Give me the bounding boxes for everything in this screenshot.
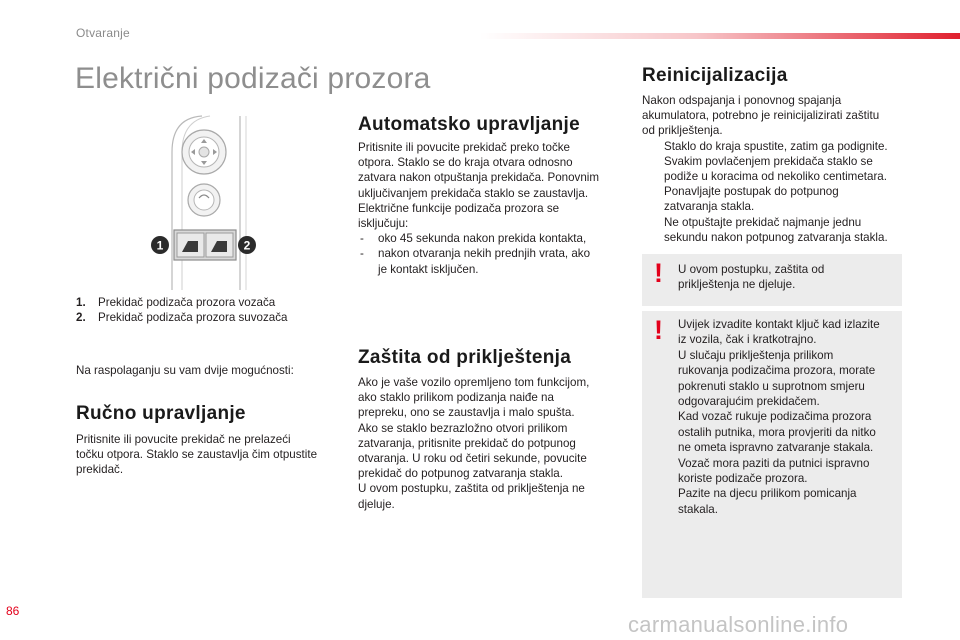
reinit-heading: Reinicijalizacija bbox=[642, 65, 788, 86]
reinit-steps bbox=[642, 139, 912, 245]
automatic-line: isključuju: bbox=[358, 217, 409, 231]
automatic-list bbox=[358, 231, 628, 277]
intro-text: Na raspolaganju su vam dvije mogućnosti: bbox=[76, 364, 294, 377]
warning-text: U ovom postupku, zaštita od priklještenja ne djeluje. bbox=[678, 263, 825, 292]
antipinch-heading: Zaštita od priklještenja bbox=[358, 347, 572, 368]
window-switch-icon bbox=[174, 230, 236, 260]
reinit-line: od priklještenja. bbox=[642, 124, 723, 138]
warning-icon: ! bbox=[654, 258, 663, 288]
window-switch-illustration bbox=[150, 112, 260, 290]
mirror-control-icon bbox=[182, 130, 226, 174]
section-header: Otvaranje bbox=[76, 26, 130, 40]
reinit-line: Nakon odspajanja i ponovnog spajanja bbox=[642, 94, 842, 107]
antipinch-line: prekidač do potpunog zatvaranja stakla. bbox=[358, 467, 563, 481]
list-item: Ne otpuštajte prekidač najmanje jednu sekundu nakon potpunog zatvaranja stakla. bbox=[664, 215, 888, 244]
antipinch-line: prepreku, ono se zaustavlja i malo spušta. bbox=[358, 406, 575, 420]
antipinch-line: Ako je vaše vozilo opremljeno tom funkcijom, bbox=[358, 376, 590, 389]
warning-text: Uvijek izvadite kontakt ključ kad izlazite iz vozila, čak i kratkotrajno. U slučaju priklještenja prilikom rukovanja podizačima prozora, morate pokrenuti staklo u suprotnom smjeru odgovarajućim prekidačem. Kad vozač rukuje podizačima prozora ostalih putnika, mora provjeriti da nitko ne ometa ispravno zatvaranje stakala. Vozač mora paziti da putnici ispravno koriste podizače prozora. Pazite na djecu prilikom pomicanja stakala. bbox=[678, 318, 880, 516]
automatic-heading: Automatsko upravljanje bbox=[358, 114, 580, 135]
list-item: Ponavljajte postupak do potpunog zatvaranja stakla. bbox=[664, 185, 839, 214]
automatic-body bbox=[358, 140, 628, 277]
manual-heading: Ručno upravljanje bbox=[76, 403, 246, 424]
manual-line: prekidač. bbox=[76, 463, 124, 477]
warning-icon: ! bbox=[654, 315, 663, 345]
manual-line: Pritisnite ili povucite prekidač ne prelazeći bbox=[76, 433, 291, 446]
callout-1: 1 bbox=[156, 238, 164, 253]
callout-2: 2 bbox=[243, 238, 251, 253]
watermark: carmanualsonline.info bbox=[628, 612, 849, 637]
antipinch-line: otvaranja. U roku od četiri sekunde, povucite bbox=[358, 452, 587, 466]
automatic-line: otpora. Staklo se do kraja otvara odnosno bbox=[358, 156, 573, 170]
antipinch-body bbox=[358, 375, 628, 512]
list-item: - nakon otvaranja nekih prednjih vrata, ako je kontakt isključen. bbox=[358, 246, 628, 276]
figure-captions bbox=[76, 295, 287, 326]
caption-number: 1. bbox=[76, 296, 86, 309]
reinit-body bbox=[642, 93, 912, 245]
automatic-line: uključivanjem prekidača staklo se zaustavlja. bbox=[358, 186, 589, 200]
header-accent-bar bbox=[480, 33, 960, 39]
page-number: 86 bbox=[6, 604, 20, 618]
caption-item bbox=[76, 310, 287, 325]
list-item: - oko 45 sekunda nakon prekida kontakta, bbox=[358, 231, 628, 246]
page-title: Električni podizači prozora bbox=[75, 62, 431, 95]
caption-text: Prekidač podizača prozora vozača bbox=[98, 296, 276, 309]
reinit-line: akumulatora, potrebno je reinicijalizirati zaštitu bbox=[642, 109, 880, 123]
automatic-line: Električne funkcije podizača prozora se bbox=[358, 201, 560, 215]
manual-body bbox=[76, 432, 346, 478]
antipinch-line: ako staklo prilikom podizanja naiđe na bbox=[358, 391, 554, 405]
warning-box bbox=[642, 311, 902, 598]
list-item: Staklo do kraja spustite, zatim ga podignite. Svakim povlačenjem prekidača staklo se podiže u koracima od nekoliko centimetara. bbox=[664, 139, 888, 184]
caption-number: 2. bbox=[76, 311, 86, 325]
caption-text: Prekidač podizača prozora suvozača bbox=[98, 311, 288, 325]
antipinch-line: Ako se staklo bezrazložno otvori prilikom bbox=[358, 421, 568, 435]
antipinch-line: zatvaranja, pritisnite prekidač do potpunog bbox=[358, 436, 576, 450]
mirror-fold-icon bbox=[188, 184, 220, 216]
caption-item bbox=[76, 295, 287, 310]
antipinch-line: djeluje. bbox=[358, 497, 395, 511]
warning-box bbox=[642, 254, 902, 306]
automatic-line: zatvara nakon otpuštanja prekidača. Ponovnim bbox=[358, 171, 600, 185]
automatic-line: Pritisnite ili povucite prekidač preko točke bbox=[358, 141, 571, 154]
manual-line: točku otpora. Staklo se zaustavlja čim otpustite bbox=[76, 448, 318, 462]
antipinch-line: U ovom postupku, zaštita od priklještenja ne bbox=[358, 482, 585, 496]
